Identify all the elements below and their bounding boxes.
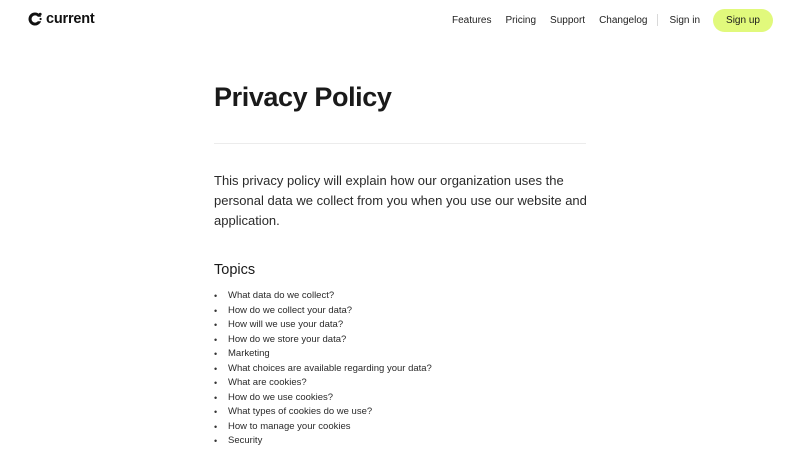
topic-link[interactable]: How will we use your data? [228,319,344,331]
topic-link[interactable]: How to manage your cookies [228,420,351,432]
list-item [214,347,432,362]
bullet-icon: • [214,378,218,389]
topics-heading: Topics [214,262,256,278]
bullet-icon: • [214,334,218,345]
nav-divider [657,14,658,26]
brand-name: current [46,11,95,27]
current-logo-icon [27,11,43,27]
list-item [214,405,432,420]
bullet-icon: • [214,349,218,360]
bullet-icon: • [214,363,218,374]
topic-link[interactable]: What types of cookies do we use? [228,406,373,418]
topic-link[interactable]: What data do we collect? [228,290,335,301]
sign-up-button[interactable]: Sign up [713,9,773,32]
bullet-icon: • [214,320,218,331]
bullet-icon: • [214,436,218,447]
bullet-icon: • [214,291,218,301]
list-item [214,318,432,333]
nav-link-support[interactable]: Support [550,14,586,26]
bullet-icon: • [214,305,218,316]
topic-link[interactable]: How do we collect your data? [228,304,353,316]
nav-link-pricing[interactable]: Pricing [505,14,537,26]
topic-link[interactable]: How do we store your data? [228,333,347,345]
bullet-icon: • [214,392,218,403]
list-item [214,391,432,406]
bullet-icon: • [214,407,218,418]
page-title: Privacy Policy [214,82,392,112]
nav-link-changelog[interactable]: Changelog [599,14,648,26]
topic-link[interactable]: What choices are available regarding your data? [228,362,432,374]
main-nav [452,14,711,26]
list-item [214,304,432,319]
topic-link[interactable]: Marketing [228,348,270,360]
title-divider [214,143,586,144]
brand-logo-link[interactable] [27,11,95,27]
intro-paragraph: This privacy policy will explain how our organization uses the personal data we collect from you when you use our website and application. [214,173,587,228]
top-navigation [0,0,800,40]
topics-list [214,289,432,449]
sign-in-link[interactable]: Sign in [669,14,701,26]
list-item [214,434,432,449]
list-item [214,333,432,348]
topic-link[interactable]: Security [228,435,263,447]
list-item [214,289,432,304]
topic-link[interactable]: What are cookies? [228,377,307,389]
list-item [214,362,432,377]
list-item [214,376,432,391]
bullet-icon: • [214,421,218,432]
topic-link[interactable]: How do we use cookies? [228,391,334,403]
nav-link-features[interactable]: Features [452,14,492,26]
list-item [214,420,432,435]
